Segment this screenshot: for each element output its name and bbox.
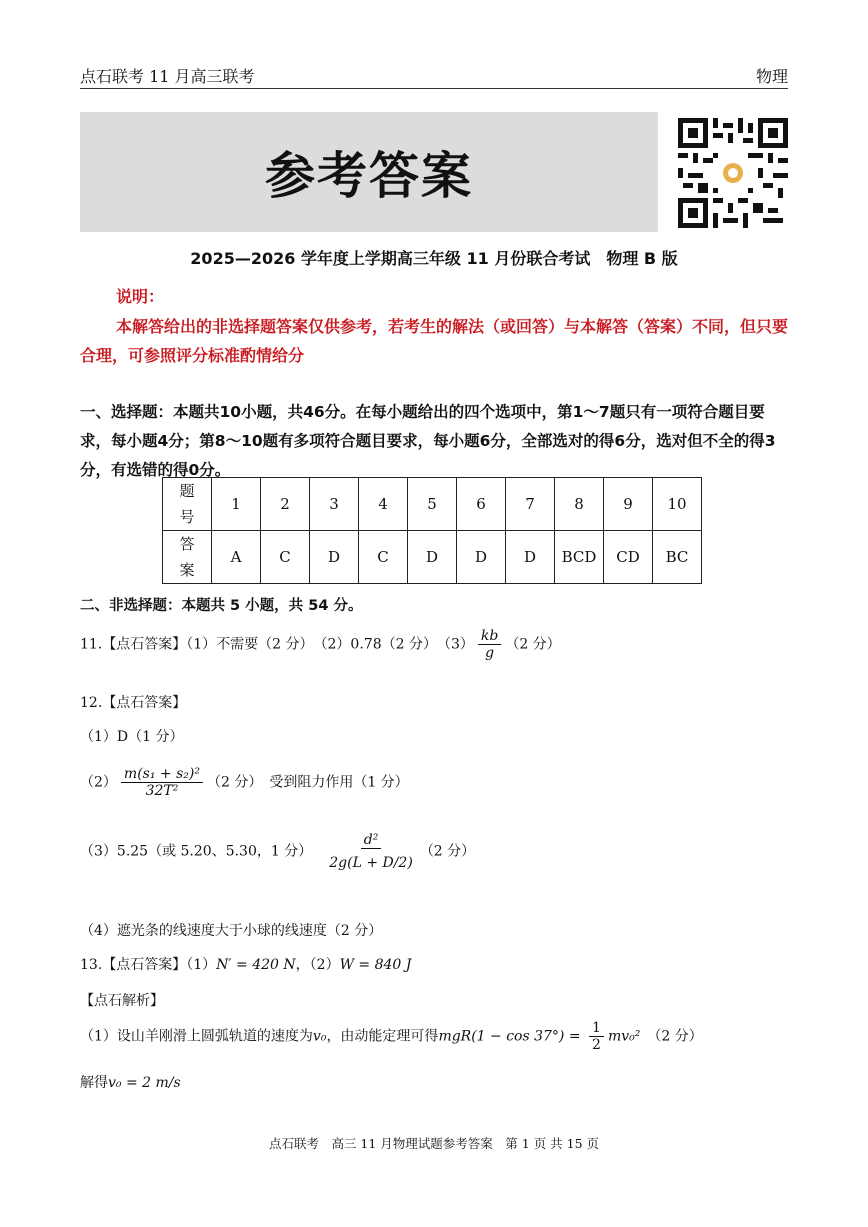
table-cell: BC: [653, 531, 702, 584]
table-cell: A: [212, 531, 261, 584]
note-label: 说明：: [116, 287, 165, 306]
table-header-label: [163, 478, 212, 531]
table-cell: C: [261, 531, 310, 584]
q13-p1-half: [589, 1020, 604, 1053]
q12-part1: （1）D（1 分）: [80, 729, 184, 745]
q11-answer: [80, 628, 561, 661]
table-cell: 1: [212, 478, 261, 531]
table-row-numbers: [163, 478, 702, 531]
table-cell: D: [457, 531, 506, 584]
table-cell: 4: [359, 478, 408, 531]
q12-p2-prefix: （2）: [80, 774, 117, 791]
table-cell: 9: [604, 478, 653, 531]
q12-title: 12.【点石答案】: [80, 695, 187, 711]
q13-p1-mid: ，由动能定理可得: [326, 1028, 439, 1045]
section2-title: 二、非选择题：本题共 5 小题，共 54 分。: [80, 598, 363, 614]
q12-p3-fraction: [326, 832, 416, 871]
section1-instructions: 一、选择题：本题共10小题，共46分。在每小题给出的四个选项中，第1～7题只有一项符合题目要求，每小题4分；第8～10题有多项符合题目要求，每小题6分，全部选对的得6分，选对但不全的得3分，有选错的得0分。: [80, 403, 776, 479]
table-cell: D: [408, 531, 457, 584]
table-cell: 5: [408, 478, 457, 531]
q11-frac-num: kb: [478, 628, 501, 645]
q13-solve: [80, 1072, 181, 1092]
q13-solve-prefix: 解得: [80, 1075, 108, 1091]
note-body: 本解答给出的非选择题答案仅供参考，若考生的解法（或回答）与本解答（答案）不同，但只要合理，可参照评分标准酌情给分: [80, 317, 789, 365]
q13-answer1: N′ = 420 N: [216, 957, 296, 973]
table-cell: 6: [457, 478, 506, 531]
q11-frac-den: g: [485, 645, 495, 661]
table-cell: C: [359, 531, 408, 584]
q11-suffix: （2 分）: [505, 636, 561, 653]
header-divider: [80, 88, 788, 89]
q12-part2: [80, 766, 409, 799]
q12-p2-den: 32T²: [145, 783, 179, 799]
header-left: 点石联考 11 月高三联考: [80, 67, 255, 86]
table-answer-label: [163, 531, 212, 584]
table-cell: BCD: [555, 531, 604, 584]
header-label-text: 题号: [179, 482, 195, 526]
q12-p3-suffix: （2 分）: [419, 843, 476, 860]
table-cell: 7: [506, 478, 555, 531]
table-cell: 8: [555, 478, 604, 531]
answer-label-text: 答案: [179, 535, 195, 579]
q13-answer: [80, 954, 411, 974]
page-title: 参考答案: [265, 147, 473, 205]
q11-fraction: [478, 628, 501, 661]
q13-title-prefix: 13.【点石答案】（1）: [80, 957, 217, 973]
q13-half-num: 1: [589, 1020, 604, 1037]
q12-p3-num: d²: [361, 832, 382, 849]
table-row-answers: [163, 531, 702, 584]
q11-prefix: 11.【点石答案】（1）不需要（2 分） （2）0.78（2 分） （3）: [80, 636, 474, 653]
q12-p2-num: m(s₁ + s₂)²: [121, 766, 203, 783]
q12-p3-prefix: （3）5.25（或 5.20、5.30，1 分）: [80, 843, 313, 860]
q13-half-den: 2: [592, 1037, 601, 1053]
q12-p2-suffix: （2 分） 受到阻力作用（1 分）: [206, 774, 409, 791]
q13-answer2: W = 840 J: [339, 957, 412, 973]
q13-part1: [80, 1020, 703, 1053]
answer-table: [162, 477, 702, 584]
table-cell: 10: [653, 478, 702, 531]
header-subject: 物理: [755, 67, 788, 86]
table-cell: 3: [310, 478, 359, 531]
q13-solve-eq: v₀ = 2 m/s: [108, 1075, 181, 1091]
q13-analysis-label: 【点石解析】: [80, 993, 164, 1009]
q13-p1-eq2: mv₀²: [607, 1028, 641, 1045]
q12-part3: [80, 832, 475, 871]
q13-mid: ，（2）: [295, 957, 340, 973]
table-cell: D: [310, 531, 359, 584]
q12-p3-den: 2g(L + D/2): [329, 855, 413, 871]
q13-p1-v0: v₀: [312, 1028, 327, 1045]
page-footer: 点石联考 高三 11 月物理试题参考答案 第 1 页 共 15 页: [268, 1136, 600, 1151]
exam-subtitle: 2025—2026 学年度上学期高三年级 11 月份联合考试 物理 B 版: [190, 249, 678, 268]
title-banner: [80, 112, 658, 232]
q13-p1-prefix: （1）设山羊刚滑上圆弧轨道的速度为: [80, 1028, 313, 1045]
q13-p1-suffix: （2 分）: [654, 1028, 703, 1045]
q12-part4: （4）遮光条的线速度大于小球的线速度（2 分）: [80, 923, 383, 939]
qr-code-icon: [678, 118, 788, 228]
q12-p2-fraction: [121, 766, 203, 799]
table-cell: 2: [261, 478, 310, 531]
q13-p1-eq: mgR(1 − cos 37°) =: [438, 1028, 586, 1045]
table-cell: D: [506, 531, 555, 584]
table-cell: CD: [604, 531, 653, 584]
